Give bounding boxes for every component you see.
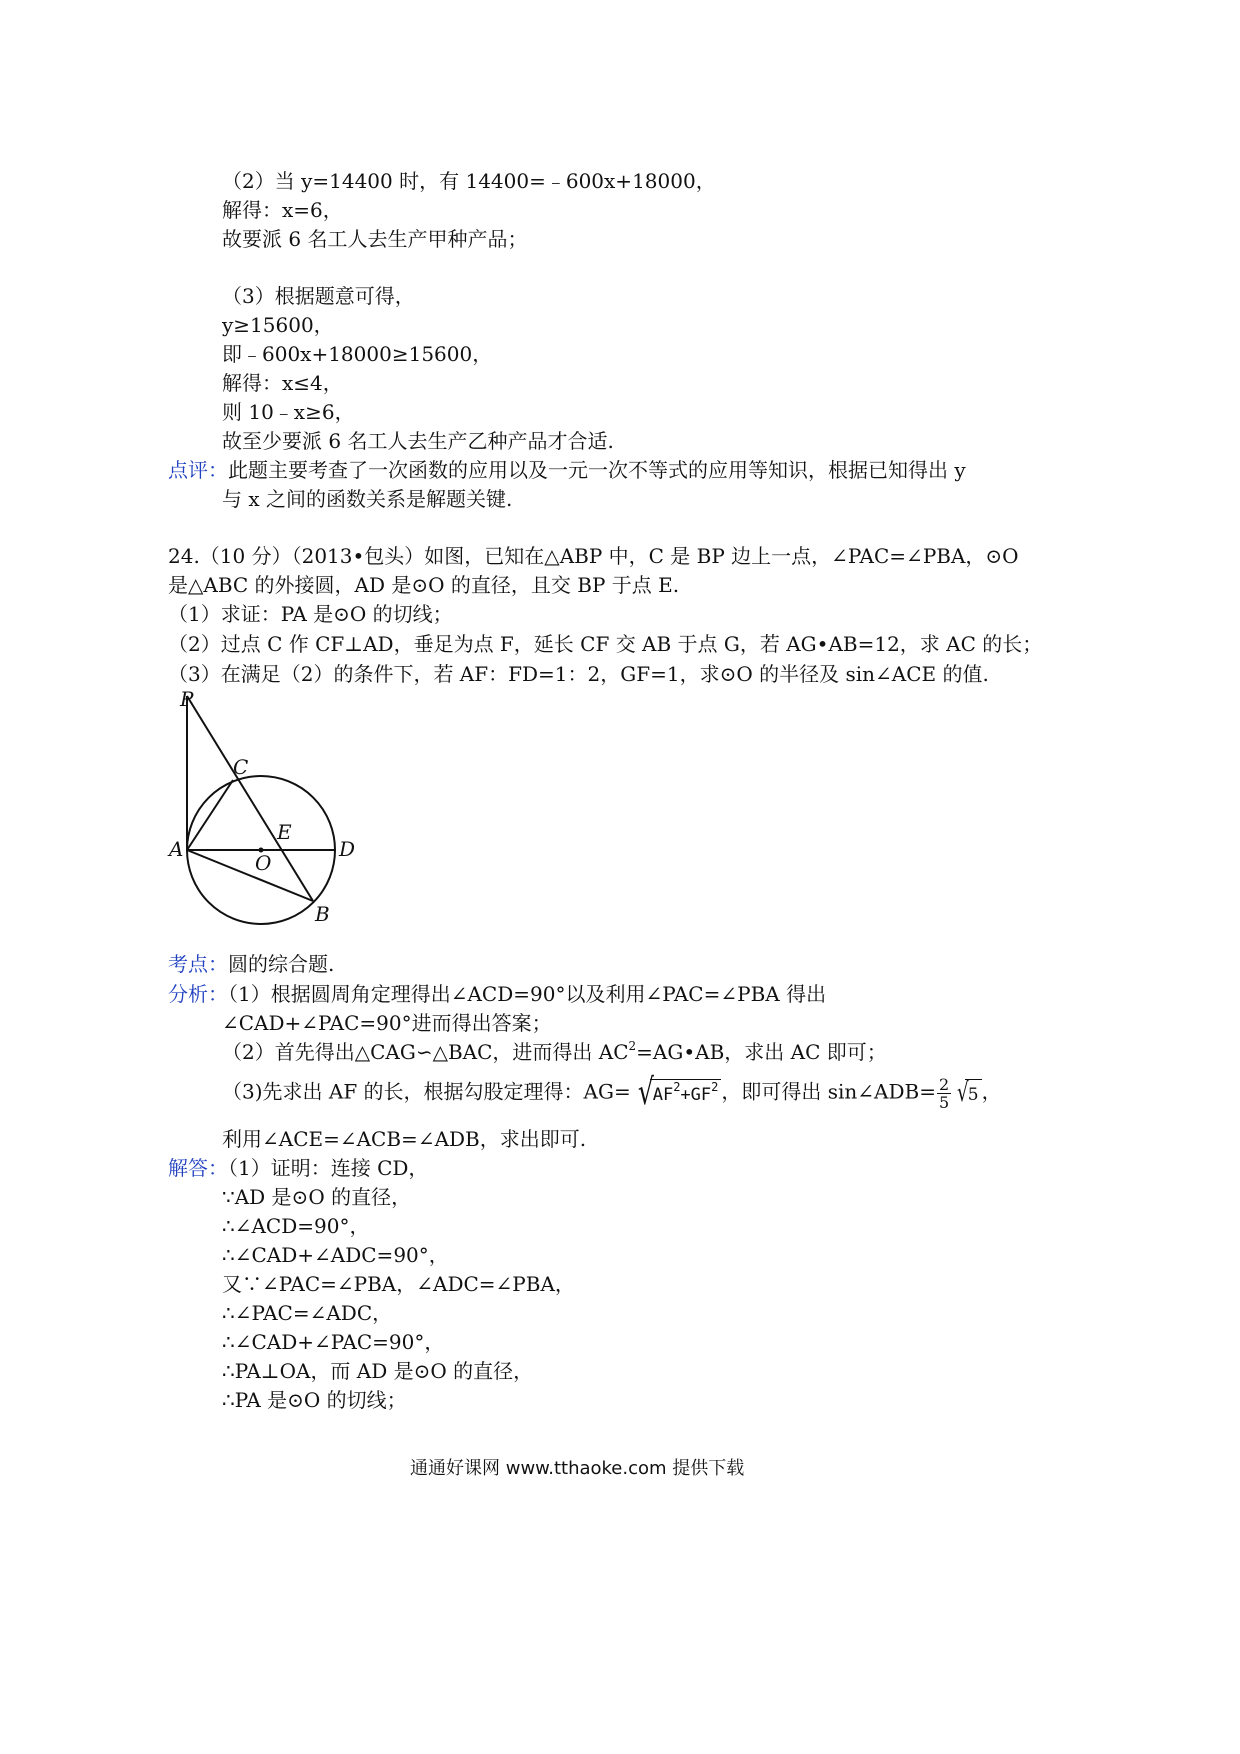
- analysis-line-3: [222, 1039, 887, 1065]
- label-d: D: [339, 837, 356, 861]
- page-footer: 通通好课网 www.tthaoke.com 提供下载: [410, 1458, 745, 1479]
- answer-line-9: ∴PA 是⊙O 的切线；: [222, 1388, 407, 1412]
- segment-pb: [187, 696, 313, 901]
- radicand-af: AF: [652, 1084, 674, 1105]
- analysis-text-4b: ，即可得出 sin∠ADB=: [721, 1079, 936, 1104]
- answer-line-7: ∴∠CAD+∠PAC=90°，: [222, 1330, 445, 1354]
- analysis-text-3b: =AG•AB，求出 AC 即可；: [636, 1040, 887, 1064]
- part3-line-2: y≥15600，: [222, 313, 334, 337]
- answer-text-1: （1）证明：连接 CD，: [228, 1156, 429, 1180]
- part3-line-5: 则 10﹣x≥6，: [222, 400, 355, 424]
- radicand-af-exp: 2: [673, 1079, 681, 1094]
- label-p: P: [180, 687, 194, 711]
- label-b: B: [315, 902, 330, 926]
- answer-line-4: ∴∠CAD+∠ADC=90°，: [222, 1243, 449, 1267]
- part2-line-2: 解得：x=6，: [222, 198, 343, 222]
- part3-line-3: 即﹣600x+18000≥15600，: [222, 342, 493, 366]
- part2-line-1: （2）当 y=14400 时，有 14400=﹣600x+18000，: [222, 169, 716, 193]
- kaodian-line: [168, 951, 334, 977]
- label-o: O: [255, 851, 272, 875]
- analysis-exponent: 2: [628, 1039, 637, 1053]
- segment-ab: [187, 850, 313, 901]
- fraction-denominator: 5: [938, 1092, 950, 1112]
- sqrt-five: √5: [952, 1075, 981, 1111]
- fraction-numerator: 2: [938, 1074, 950, 1094]
- comment-line-2: 与 x 之间的函数关系是解题关键.: [222, 487, 513, 511]
- label-a: A: [169, 837, 184, 861]
- answer-label: 解答：: [168, 1156, 228, 1180]
- radicand-gf: +GF: [680, 1084, 712, 1105]
- comment-label: 点评：: [168, 458, 228, 482]
- analysis-label: 分析：: [168, 982, 228, 1006]
- question-24-line-2: 是△ABC 的外接圆，AD 是⊙O 的直径，且交 BP 于点 E.: [168, 573, 680, 597]
- answer-line-5: 又∵∠PAC=∠PBA，∠ADC=∠PBA，: [222, 1272, 575, 1296]
- answer-line-2: ∵AD 是⊙O 的直径，: [222, 1185, 412, 1209]
- analysis-line-5: 利用∠ACE=∠ACB=∠ADB，求出即可.: [222, 1127, 587, 1151]
- analysis-text-4a: （3)先求出 AF 的长，根据勾股定理得：AG=: [222, 1079, 631, 1104]
- label-e: E: [277, 820, 292, 844]
- analysis-text-3a: （2）首先得出△CAG∽△BAC，进而得出 AC: [222, 1040, 629, 1064]
- answer-line-3: ∴∠ACD=90°，: [222, 1214, 370, 1238]
- part3-line-6: 故至少要派 6 名工人去生产乙种产品才合适.: [222, 429, 614, 453]
- answer-line-6: ∴∠PAC=∠ADC，: [222, 1301, 393, 1325]
- answer-line-8: ∴PA⊥OA，而 AD 是⊙O 的直径，: [222, 1359, 534, 1383]
- question-24-part-3: （3）在满足（2）的条件下，若 AF：FD=1：2，GF=1，求⊙O 的半径及 sin∠ACE 的值.: [168, 662, 989, 686]
- kaodian-text: 圆的综合题.: [228, 952, 335, 976]
- comment-line-1: [168, 457, 966, 483]
- part2-line-3: 故要派 6 名工人去生产甲种产品；: [222, 227, 528, 251]
- part3-line-1: （3）根据题意可得，: [222, 284, 415, 308]
- analysis-text-1: （1）根据圆周角定理得出∠ACD=90°以及利用∠PAC=∠PBA 得出: [228, 982, 827, 1006]
- question-24-part-1: （1）求证：PA 是⊙O 的切线；: [168, 602, 453, 626]
- part3-line-4: 解得：x≤4，: [222, 371, 343, 395]
- fraction-two-fifths: [937, 1076, 951, 1111]
- analysis-line-1: [168, 981, 826, 1007]
- analysis-line-4: [222, 1072, 1002, 1113]
- analysis-text-4c: ，: [981, 1079, 1002, 1104]
- kaodian-label: 考点：: [168, 952, 228, 976]
- segment-ac: [187, 780, 233, 850]
- sqrt-expression: $√AF^2+GF^2$: [631, 1075, 722, 1111]
- analysis-line-2: ∠CAD+∠PAC=90°进而得出答案；: [222, 1011, 552, 1035]
- label-c: C: [233, 755, 249, 779]
- question-24-part-2: （2）过点 C 作 CF⊥AD，垂足为点 F，延长 CF 交 AB 于点 G，若 AG•AB=12，求 AC 的长；: [168, 632, 1043, 656]
- comment-text-1: 此题主要考查了一次函数的应用以及一元一次不等式的应用等知识，根据已知得出 y: [228, 458, 966, 482]
- radicand-gf-exp: 2: [711, 1079, 719, 1094]
- geometry-figure: [169, 755, 365, 930]
- question-24-line-1: 24.（10 分）（2013•包头）如图，已知在△ABP 中，C 是 BP 边上一点，∠PAC=∠PBA，⊙O: [168, 544, 1019, 568]
- answer-line-1: [168, 1155, 428, 1181]
